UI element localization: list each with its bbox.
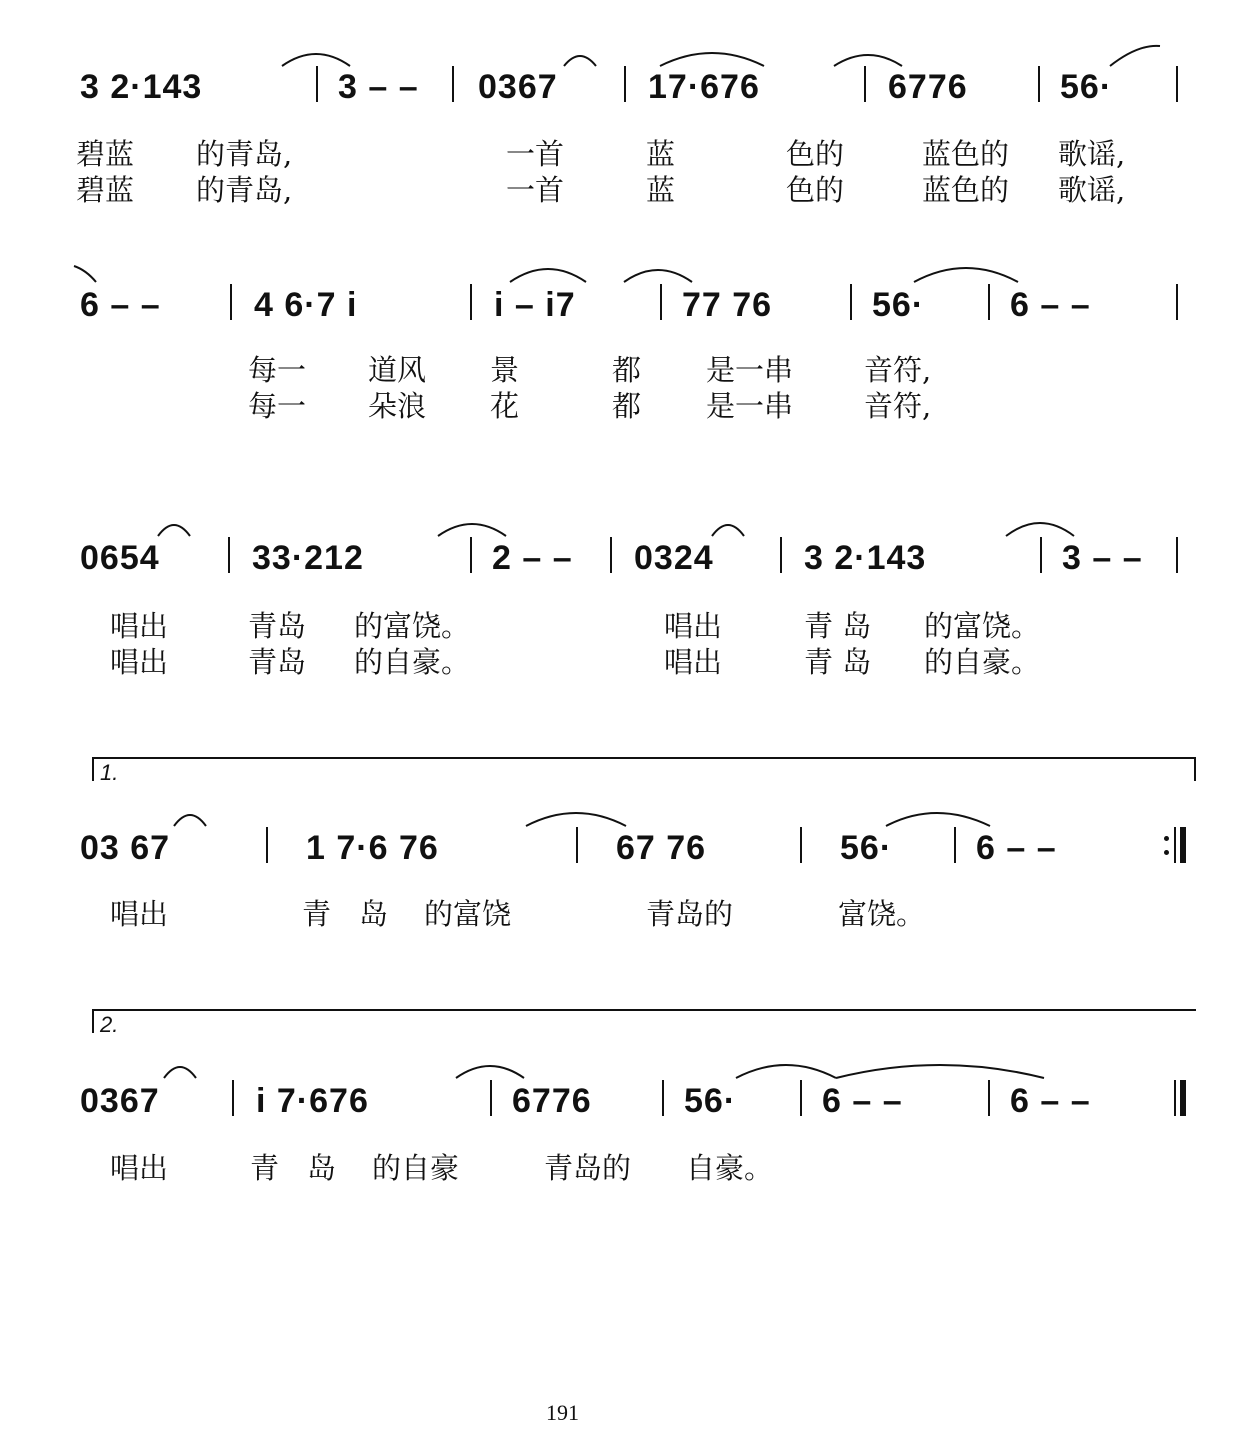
slur xyxy=(164,1067,196,1078)
ending1-measure-1: 03 67 xyxy=(80,829,171,867)
lyric-3-2-1: 唱出 xyxy=(110,645,169,679)
lyric-3-2-5: 青 岛 xyxy=(804,645,872,679)
lyric-3-2-3: 的自豪。 xyxy=(354,645,471,679)
lyric-3-1-5: 青 岛 xyxy=(804,609,872,643)
measure-1-5: 6776 xyxy=(888,68,968,106)
lyric-3-2-2: 青岛 xyxy=(248,645,307,679)
measure-1-4: 17·676 xyxy=(648,68,760,106)
ending2-measure-5: 6 – – xyxy=(822,1082,903,1120)
lyric-1-2-4: 蓝 xyxy=(646,173,676,207)
slur xyxy=(624,270,692,282)
ending1-measure-5: 6 – – xyxy=(976,829,1057,867)
ending1-lyric-4: 青岛的 xyxy=(646,897,734,931)
lyric-1-1-1: 碧蓝 xyxy=(76,137,135,171)
lyric-1-1-6: 蓝色的 xyxy=(922,137,1010,171)
slur xyxy=(456,1066,524,1078)
slur xyxy=(712,525,744,536)
ending2-measure-1: 0367 xyxy=(80,1082,160,1120)
lyric-2-1-3: 景 xyxy=(490,353,520,387)
ending1-measure-3: 67 76 xyxy=(616,829,707,867)
measure-3-2: 33·212 xyxy=(252,539,364,577)
slur xyxy=(510,269,586,282)
ending1-lyric-3: 的富饶 xyxy=(424,897,512,931)
lyric-2-1-1: 每一 xyxy=(248,353,307,387)
lyric-3-1-6: 的富饶。 xyxy=(924,609,1041,643)
lyric-3-1-2: 青岛 xyxy=(248,609,307,643)
lyric-1-2-2: 的青岛, xyxy=(196,173,293,207)
lyric-2-1-4: 都 xyxy=(612,353,642,387)
lyric-1-1-3: 一首 xyxy=(506,137,565,171)
measure-2-3: i – i7 xyxy=(494,286,576,324)
slur xyxy=(526,813,626,826)
slur xyxy=(174,815,206,826)
slur xyxy=(834,55,902,66)
slur xyxy=(438,524,506,536)
measure-3-6: 3 – – xyxy=(1062,539,1143,577)
slur xyxy=(564,56,596,66)
lyric-3-2-6: 的自豪。 xyxy=(924,645,1041,679)
ending2-measure-4: 56· xyxy=(684,1082,737,1120)
ending2-measure-2: i 7·676 xyxy=(256,1082,369,1120)
lyric-1-1-5: 色的 xyxy=(786,137,845,171)
ending1-lyric-5: 富饶。 xyxy=(838,897,926,931)
page-number: 191 xyxy=(546,1400,579,1425)
measure-1-6: 56· xyxy=(1060,68,1113,106)
ending1-measure-2: 1 7·6 76 xyxy=(306,829,439,867)
slur xyxy=(836,1065,1044,1078)
measure-1-3: 0367 xyxy=(478,68,558,106)
slur xyxy=(736,1065,836,1078)
measure-1-1: 3 2·143 xyxy=(80,68,203,106)
lyric-1-1-4: 蓝 xyxy=(646,137,676,171)
lyric-2-2-4: 都 xyxy=(612,389,642,423)
ending2-measure-3: 6776 xyxy=(512,1082,592,1120)
slur xyxy=(660,53,764,66)
ending2-lyric-3: 的自豪 xyxy=(372,1151,460,1185)
ending2-lyric-1: 唱出 xyxy=(110,1151,169,1185)
ending2-lyric-4: 青岛的 xyxy=(544,1151,632,1185)
lyric-1-2-5: 色的 xyxy=(786,173,845,207)
lyric-1-2-6: 蓝色的 xyxy=(922,173,1010,207)
ending2-lyric-2: 青岛 xyxy=(250,1151,365,1185)
lyric-2-1-2: 道风 xyxy=(368,353,427,387)
measure-2-2: 4 6·7 i xyxy=(254,286,358,324)
slur xyxy=(282,54,350,66)
lyric-2-2-1: 每一 xyxy=(248,389,307,423)
measure-1-2: 3 – – xyxy=(338,68,419,106)
slur xyxy=(1110,46,1160,66)
ending1-lyric-2: 青岛 xyxy=(302,897,417,931)
lyric-2-1-6: 音符, xyxy=(864,353,932,387)
measure-3-3: 2 – – xyxy=(492,539,573,577)
slur xyxy=(1006,523,1074,536)
ending1-lyric-1: 唱出 xyxy=(110,897,169,931)
lyric-3-2-4: 唱出 xyxy=(664,645,723,679)
lyric-2-2-5: 是一串 xyxy=(706,389,794,423)
ending2-lyric-5: 自豪。 xyxy=(686,1151,774,1185)
lyric-1-2-7: 歌谣, xyxy=(1058,173,1126,207)
volta-label-2: 2. xyxy=(100,1012,119,1037)
slur xyxy=(74,266,96,282)
lyric-2-2-3: 花 xyxy=(490,389,520,423)
lyric-3-1-4: 唱出 xyxy=(664,609,723,643)
lyric-2-1-5: 是一串 xyxy=(706,353,794,387)
slur xyxy=(886,813,990,826)
measure-3-5: 3 2·143 xyxy=(804,539,927,577)
ending2-measure-6: 6 – – xyxy=(1010,1082,1091,1120)
measure-2-4: 77 76 xyxy=(682,286,773,324)
ending1-measure-4: 56· xyxy=(840,829,893,867)
lyric-1-2-1: 碧蓝 xyxy=(76,173,135,207)
lyric-2-2-6: 音符, xyxy=(864,389,932,423)
lyric-1-1-2: 的青岛, xyxy=(196,137,293,171)
measure-3-4: 0324 xyxy=(634,539,714,577)
lyric-1-1-7: 歌谣, xyxy=(1058,137,1126,171)
lyric-2-2-2: 朵浪 xyxy=(368,389,427,423)
measure-2-5: 56· xyxy=(872,286,925,324)
lyric-3-1-3: 的富饶。 xyxy=(354,609,471,643)
slur xyxy=(158,525,190,536)
measure-3-1: 0654 xyxy=(80,539,160,577)
lyric-3-1-1: 唱出 xyxy=(110,609,169,643)
volta-label-1: 1. xyxy=(100,760,119,785)
slur xyxy=(914,268,1018,282)
measure-2-1: 6 – – xyxy=(80,286,161,324)
measure-2-6: 6 – – xyxy=(1010,286,1091,324)
lyric-1-2-3: 一首 xyxy=(506,173,565,207)
